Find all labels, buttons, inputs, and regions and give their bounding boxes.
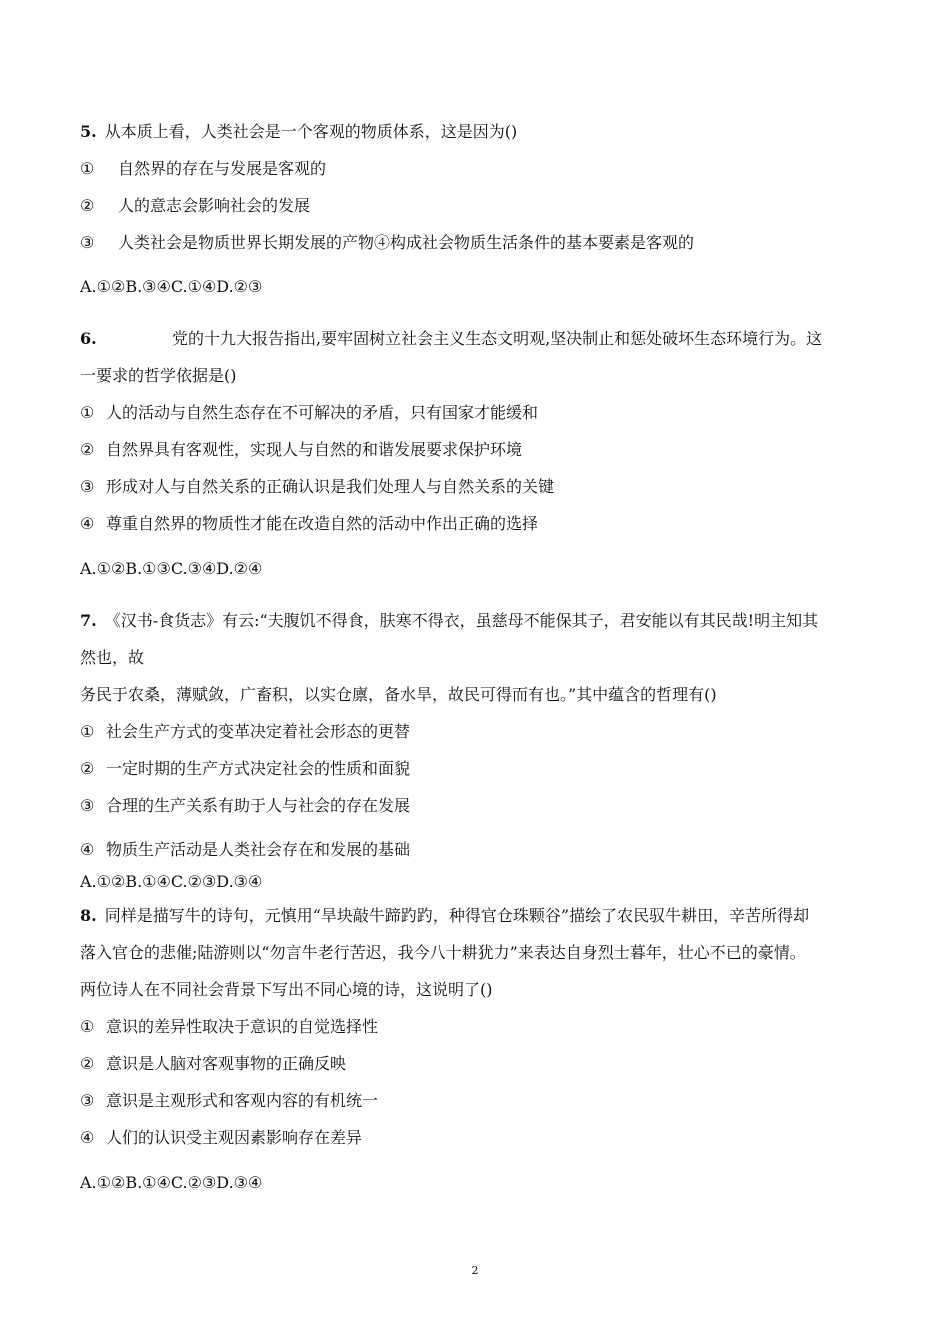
question-6-answer-choices: A.①②B.①③C.③④D.②④ xyxy=(80,559,263,578)
question-8-option-1 xyxy=(80,1017,378,1037)
question-7-option-4 xyxy=(80,840,410,860)
question-5-stem-line-1 xyxy=(80,122,517,142)
question-6-option-4 xyxy=(80,514,538,534)
option-text: 合理的生产关系有助于人与社会的存在发展 xyxy=(106,796,411,815)
option-text: 人们的认识受主观因素影响存在差异 xyxy=(106,1128,363,1147)
option-text: 物质生产活动是人类社会存在和发展的基础 xyxy=(106,840,411,859)
option-mark: ③ xyxy=(80,1091,95,1110)
option-text: 一定时期的生产方式决定社会的性质和面貌 xyxy=(106,759,411,778)
option-text: 意识是人脑对客观事物的正确反映 xyxy=(106,1054,347,1073)
option-text: 人类社会是物质世界长期发展的产物④构成社会物质生活条件的基本要素是客观的 xyxy=(118,233,695,252)
option-text: 人的意志会影响社会的发展 xyxy=(118,196,311,215)
option-mark: ② xyxy=(80,440,95,459)
question-7-stem-line-3: 务民于农桑，薄赋敛，广畜积，以实仓廪，备水旱，故民可得而有也。”其中蕴含的哲理有() xyxy=(80,685,717,704)
question-5-option-2 xyxy=(80,196,310,216)
question-5-number: 5. xyxy=(80,122,97,141)
option-mark: ① xyxy=(80,403,95,422)
option-text: 自然界具有客观性，实现人与自然的和谐发展要求保护环境 xyxy=(106,440,523,459)
question-6-option-2 xyxy=(80,440,522,460)
option-text: 意识是主观形式和客观内容的有机统一 xyxy=(106,1091,379,1110)
option-text: 自然界的存在与发展是客观的 xyxy=(118,159,327,178)
question-8-option-4 xyxy=(80,1128,362,1148)
question-5-option-1 xyxy=(80,159,326,179)
option-mark: ③ xyxy=(80,233,95,252)
option-mark: ② xyxy=(80,1054,95,1073)
question-7-stem-line-2: 然也，故 xyxy=(80,648,145,667)
question-8-stem-line-3: 两位诗人在不同社会背景下写出不同心境的诗，这说明了() xyxy=(80,980,493,999)
question-6-option-3 xyxy=(80,477,554,497)
question-6-number: 6. xyxy=(80,329,97,348)
option-mark: ③ xyxy=(80,477,95,496)
question-8-stem-line-1 xyxy=(80,906,809,926)
option-text: 人的活动与自然生态存在不可解决的矛盾，只有国家才能缓和 xyxy=(106,403,539,422)
option-mark: ④ xyxy=(80,840,95,859)
option-mark: ③ xyxy=(80,796,95,815)
question-6-stem-line-2: 一要求的哲学依据是() xyxy=(80,366,237,385)
question-8-stem-line-2: 落入官仓的悲催;陆游则以“勿言牛老行苦迟，我今八十耕犹力”来表达自身烈士暮年，壮心不已的豪情。 xyxy=(80,943,806,962)
question-7-number: 7. xyxy=(80,611,97,630)
option-text: 意识的差异性取决于意识的自觉选择性 xyxy=(106,1017,379,1036)
option-mark: ④ xyxy=(80,1128,95,1147)
option-mark: ② xyxy=(80,759,95,778)
question-6-option-1 xyxy=(80,403,538,423)
option-mark: ① xyxy=(80,1017,95,1036)
page-number: 2 xyxy=(471,1264,479,1277)
option-mark: ② xyxy=(80,196,95,215)
question-5-stem-text: 从本质上看，人类社会是一个客观的物质体系，这是因为() xyxy=(104,122,518,141)
question-8-stem-text: 同样是描写牛的诗句，元慎用“旱块敲牛蹄趵趵，种得官仓珠颗谷”描绘了农民驭牛耕田，辛苦所得却 xyxy=(104,906,810,925)
question-7-option-2 xyxy=(80,759,410,779)
question-8-answer-choices: A.①②B.①④C.②③D.③④ xyxy=(80,1173,263,1192)
option-text: 尊重自然界的物质性才能在改造自然的活动中作出正确的选择 xyxy=(106,514,539,533)
option-mark: ① xyxy=(80,722,95,741)
question-7-option-1 xyxy=(80,722,410,742)
option-text: 形成对人与自然关系的正确认识是我们处理人与自然关系的关键 xyxy=(106,477,555,496)
question-8-option-3 xyxy=(80,1091,378,1111)
question-8-option-2 xyxy=(80,1054,346,1074)
option-mark: ① xyxy=(80,159,95,178)
question-7-stem-text: 《汉书-食货志》有云:“夫腹饥不得食，肤寒不得衣，虽慈母不能保其子，君安能以有其民哉!明主知其 xyxy=(104,611,819,630)
option-mark: ④ xyxy=(80,514,95,533)
question-5-option-3 xyxy=(80,233,694,253)
question-5-answer-choices: A.①②B.③④C.①④D.②③ xyxy=(80,277,263,296)
question-7-stem-line-1 xyxy=(80,611,818,631)
question-6-stem-line-1 xyxy=(80,329,822,349)
option-text: 社会生产方式的变革决定着社会形态的更替 xyxy=(106,722,411,741)
question-6-stem-text: 党的十九大报告指出,要牢固树立社会主义生态文明观,坚决制止和惩处破坏生态环境行为。这 xyxy=(172,329,823,348)
question-7-option-3 xyxy=(80,796,410,816)
question-7-answer-choices: A.①②B.①④C.②③D.③④ xyxy=(80,872,263,891)
question-8-number: 8. xyxy=(80,906,97,925)
